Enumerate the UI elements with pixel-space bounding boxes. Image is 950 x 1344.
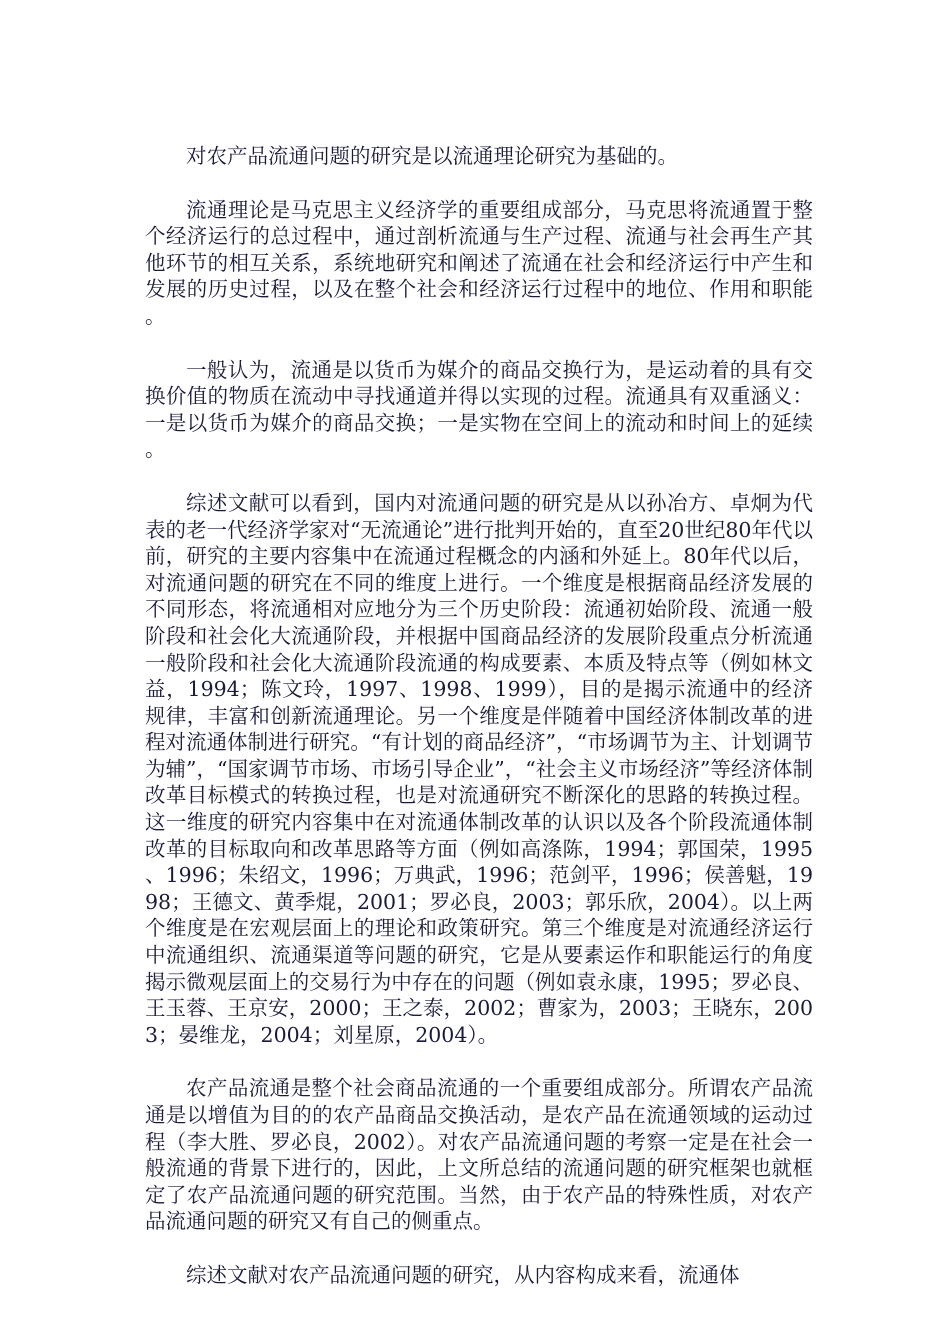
paragraph-5: 农产品流通是整个社会商品流通的一个重要组成部分。所谓农产品流通是以增值为目的的农产品商品交换活动，是农产品在流通领域的运动过程（李大胜、罗必良，2002）。对农产品流通问题的考察一定是在社会一般流通的背景下进行的，因此，上文所总结的流通问题的研究框架也就框定了农产品流通问题的研究范围。当然，由于农产品的特殊性质，对农产品流通问题的研究又有自己的侧重点。 xyxy=(145,1076,813,1234)
paragraph-2: 流通理论是马克思主义经济学的重要组成部分，马克思将流通置于整个经济运行的总过程中，通过剖析流通与生产过程、流通与社会再生产其他环节的相互关系，系统地研究和阐述了流通在社会和经济运行中产生和发展的历史过程，以及在整个社会和经济运行过程中的地位、作用和职能。 xyxy=(145,197,813,328)
paragraph-4: 综述文献可以看到，国内对流通问题的研究是从以孙冶方、卓炯为代表的老一代经济学家对“无流通论”进行批判开始的，直至20世纪80年代以前，研究的主要内容集中在流通过程概念的内涵和外延上。80年代以后，对流通问题的研究在不同的维度上进行。一个维度是根据商品经济发展的不同形态，将流通相对应地分为三个历史阶段：流通初始阶段、流通一般阶段和社会化大流通阶段，并根据中国商品经济的发展阶段重点分析流通一般阶段和社会化大流通阶段流通的构成要素、本质及特点等（例如林文益，1994；陈文玲，1997、1998、1999），目的是揭示流通中的经济规律，丰富和创新流通理论。另一个维度是伴随着中国经济体制改革的进程对流通体制进行研究。“有计划的商品经济”，“市场调节为主、计划调节为辅”，“国家调节市场、市场引导企业”，“社会主义市场经济”等经济体制改革目标模式的转换过程，也是对流通研究不断深化的思路的转换过程。这一维度的研究内容集中在对流通体制改革的认识以及各个阶段流通体制改革的目标取向和改革思路等方面（例如高涤陈，1994；郭国荣，1995、1996；朱绍文，1996；万典武，1996；范剑平，1996；侯善魁，1998；王德文、黄季焜，2001；罗必良，2003；郭乐欣，2004）。以上两个维度是在宏观层面上的理论和政策研究。第三个维度是对流通经济运行中流通组织、流通渠道等问题的研究，它是从要素运作和职能运行的角度揭示微观层面上的交易行为中存在的问题（例如袁永康，1995；罗必良、王玉蓉、王京安，2000；王之泰，2002；曹家为，2003；王晓东，2003；晏维龙，2004；刘星原，2004）。 xyxy=(145,490,813,1047)
paragraph-1: 对农产品流通问题的研究是以流通理论研究为基础的。 xyxy=(186,144,678,168)
paragraph-3: 一般认为，流通是以货币为媒介的商品交换行为，是运动着的具有交换价值的物质在流动中寻找通道并得以实现的过程。流通具有双重涵义：一是以货币为媒介的商品交换；一是实物在空间上的流动和时间上的延续。 xyxy=(145,357,813,462)
document-body xyxy=(145,143,813,1316)
paragraph-6: 综述文献对农产品流通问题的研究，从内容构成来看，流通体 xyxy=(186,1262,740,1287)
